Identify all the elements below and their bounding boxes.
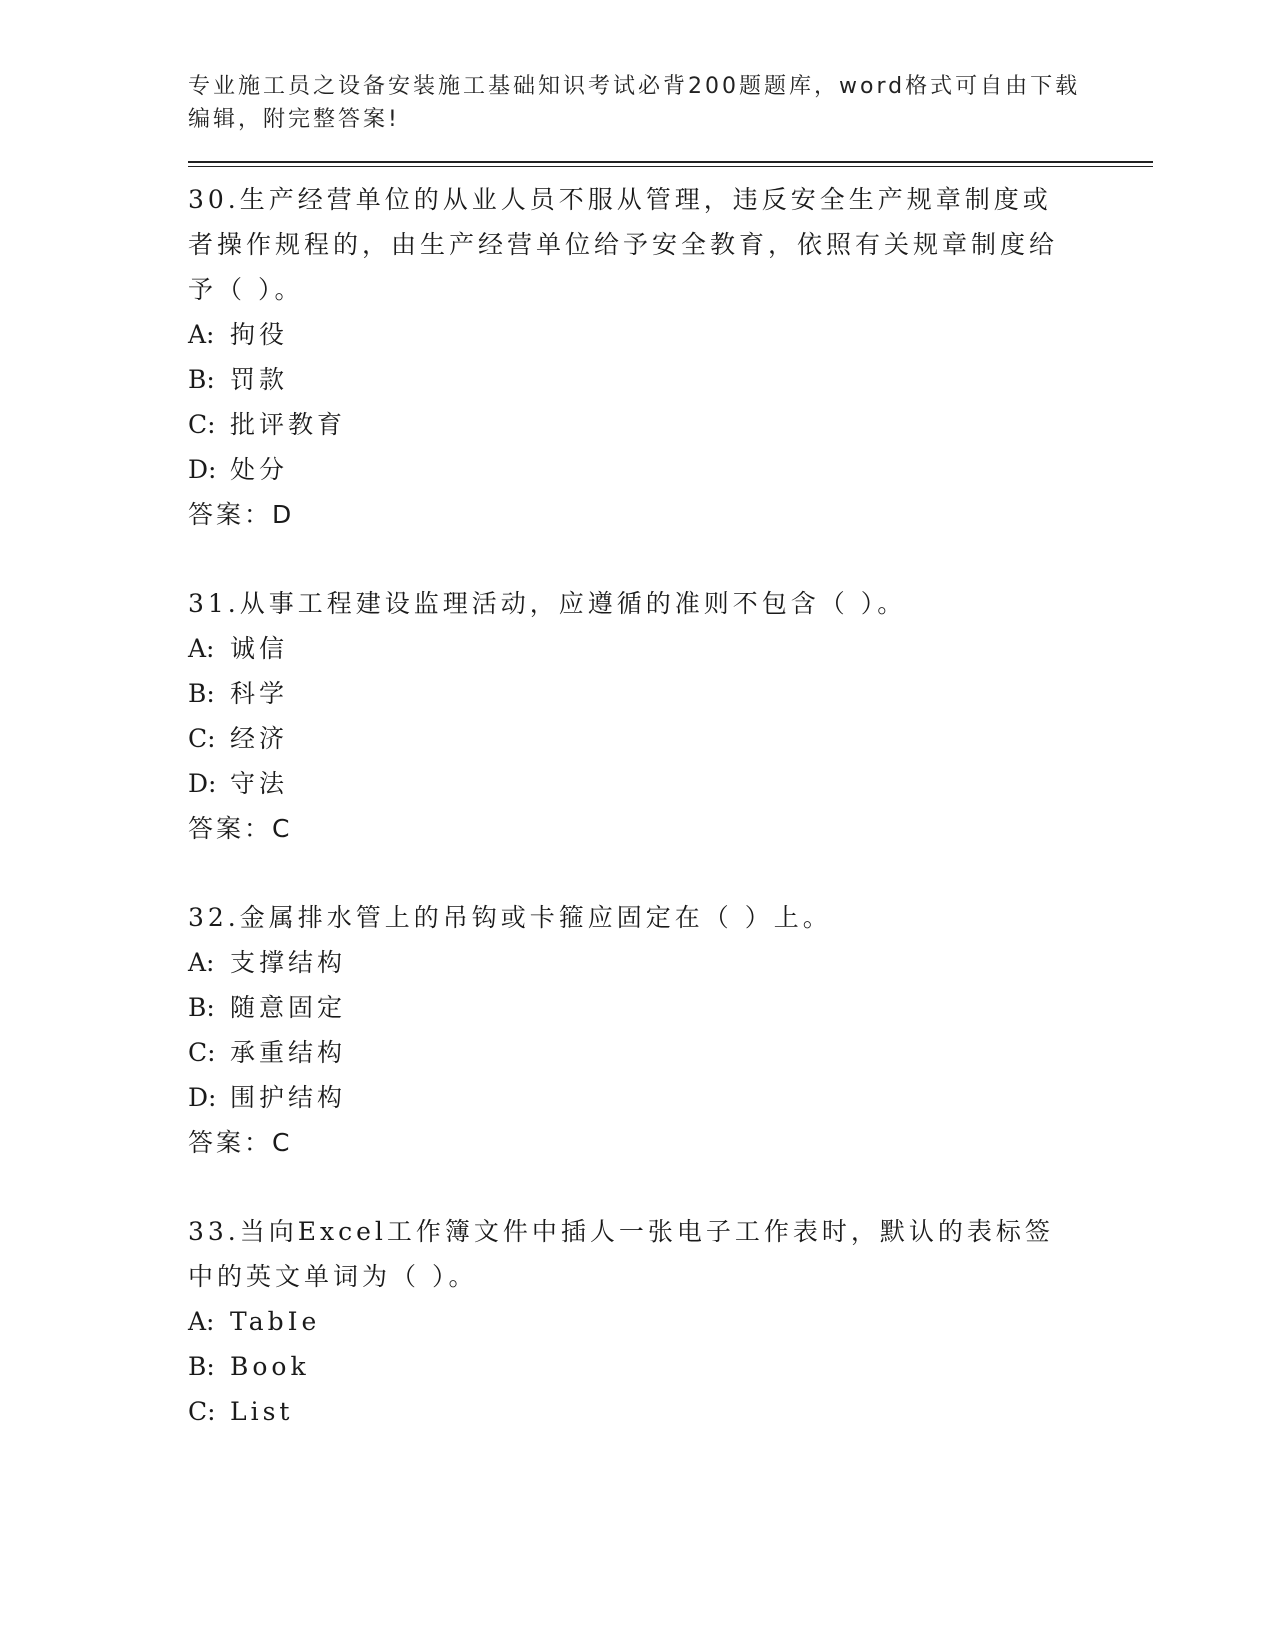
option-d — [188, 1075, 1153, 1120]
option-letter: A: — [188, 634, 215, 663]
answer-line: 答案：C — [188, 814, 293, 843]
option-text: 科学 — [230, 679, 289, 708]
answer-line: 答案：D — [188, 500, 295, 529]
option-b — [188, 985, 1153, 1030]
option-a — [188, 626, 1153, 671]
option-letter: A: — [188, 1307, 215, 1336]
question-stem: 31.从事工程建设监理活动，应遵循的准则不包含（ ）。 — [188, 589, 907, 618]
answer-line: 答案：C — [188, 1128, 293, 1157]
option-letter: A: — [188, 948, 215, 977]
option-letter: D: — [188, 455, 217, 484]
question-stem: 33.当向Excel工作簿文件中插人一张电子工作表时，默认的表标签中的英文单词为（ ）。 — [188, 1217, 1054, 1291]
question-32 — [188, 895, 1153, 1165]
option-c — [188, 1030, 1153, 1075]
question-31 — [188, 581, 1153, 851]
option-text: 随意固定 — [230, 993, 347, 1022]
option-letter: B: — [188, 365, 215, 394]
document-page — [188, 70, 1153, 1434]
option-a — [188, 1299, 1153, 1344]
option-text: 承重结构 — [230, 1038, 347, 1067]
option-text: 批评教育 — [230, 410, 347, 439]
question-33 — [188, 1209, 1153, 1434]
option-d — [188, 447, 1153, 492]
option-c — [188, 716, 1153, 761]
option-text: 罚款 — [230, 365, 289, 394]
option-letter: C: — [188, 1397, 216, 1426]
option-text: 处分 — [230, 455, 289, 484]
option-letter: A: — [188, 320, 215, 349]
option-letter: C: — [188, 724, 216, 753]
question-stem: 32.金属排水管上的吊钩或卡箍应固定在（ ）上。 — [188, 903, 832, 932]
option-d — [188, 761, 1153, 806]
question-30 — [188, 177, 1153, 537]
option-text: 守法 — [230, 769, 289, 798]
header-line-2: 编辑，附完整答案! — [188, 107, 400, 132]
option-text: Book — [230, 1352, 310, 1381]
document-header — [188, 70, 1153, 136]
option-c — [188, 402, 1153, 447]
option-text: TabIe — [230, 1307, 321, 1336]
option-a — [188, 312, 1153, 357]
option-letter: B: — [188, 993, 215, 1022]
option-letter: C: — [188, 410, 216, 439]
header-divider — [188, 161, 1153, 167]
option-text: 支撑结构 — [230, 948, 347, 977]
option-letter: D: — [188, 769, 217, 798]
option-b — [188, 1344, 1153, 1389]
option-letter: B: — [188, 679, 215, 708]
option-b — [188, 671, 1153, 716]
option-a — [188, 940, 1153, 985]
option-b — [188, 357, 1153, 402]
option-text: List — [230, 1397, 294, 1426]
header-line-1: 专业施工员之设备安装施工基础知识考试必背200题题库，word格式可自由下载 — [188, 74, 1081, 99]
option-letter: B: — [188, 1352, 215, 1381]
question-stem: 30.生产经营单位的从业人员不服从管理，违反安全生产规章制度或者操作规程的，由生产经营单位给予安全教育，依照有关规章制度给予（ ）。 — [188, 185, 1059, 304]
option-c — [188, 1389, 1153, 1434]
option-text: 经济 — [230, 724, 289, 753]
option-text: 诚信 — [230, 634, 289, 663]
option-letter: D: — [188, 1083, 217, 1112]
option-text: 围护结构 — [230, 1083, 347, 1112]
option-text: 拘役 — [230, 320, 289, 349]
option-letter: C: — [188, 1038, 216, 1067]
